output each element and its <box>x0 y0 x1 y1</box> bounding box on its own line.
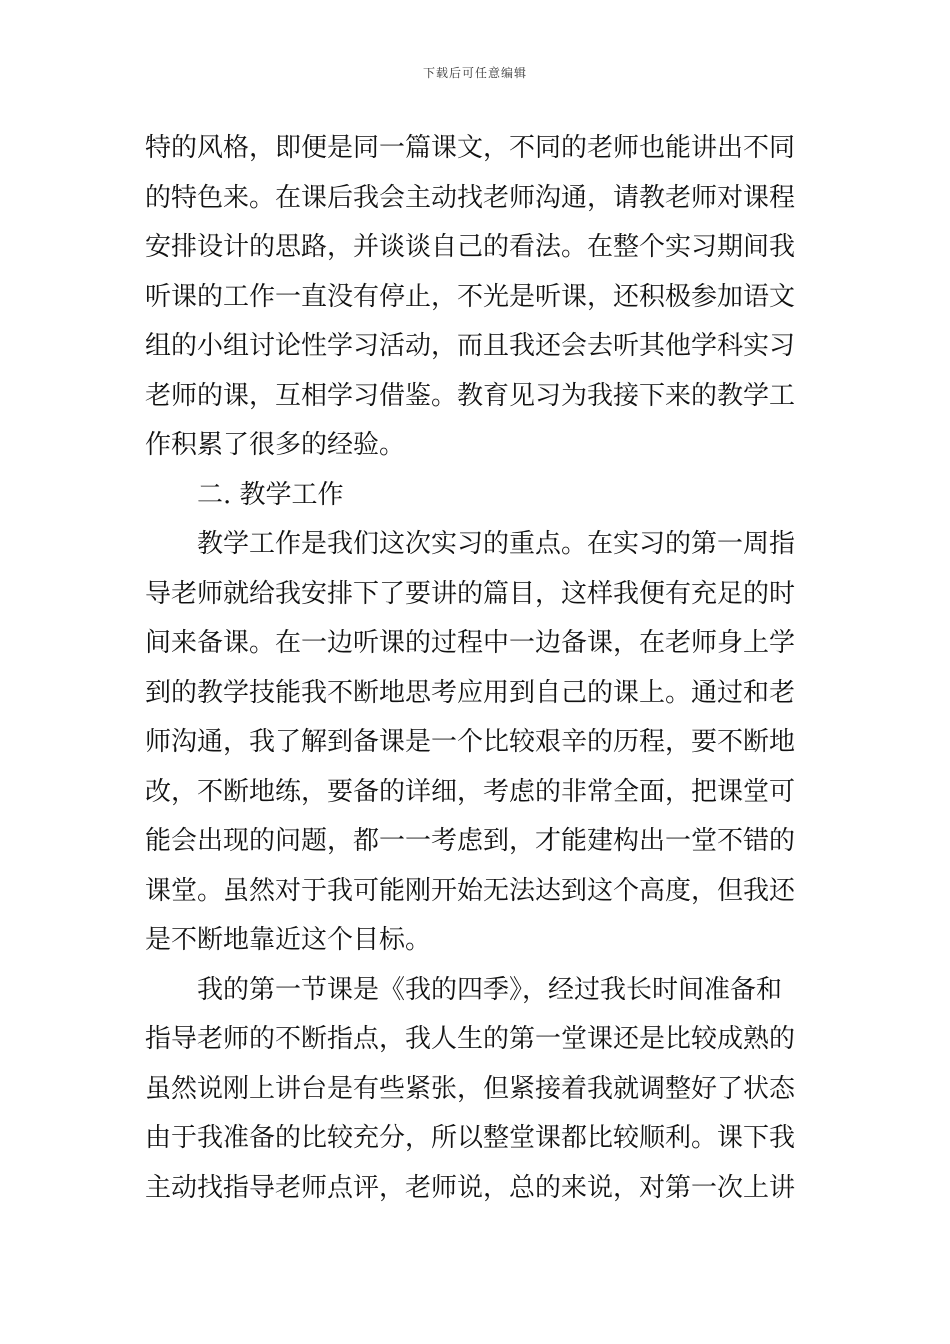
text-line: 教学工作是我们这次实习的重点。在实习的第一周指 <box>197 529 796 559</box>
text-line: 间来备课。在一边听课的过程中一边备课，在老师身上学 <box>145 628 796 658</box>
text-line: 师沟通，我了解到备课是一个比较艰辛的历程，要不断地 <box>145 727 796 757</box>
document-body <box>145 124 815 1213</box>
text-line: 改，不断地练，要备的详细，考虑的非常全面，把课堂可 <box>145 776 796 807</box>
text-line: 能会出现的问题，都一一考虑到，才能建构出一堂不错的 <box>145 826 796 856</box>
text-line: 特的风格，即便是同一篇课文，不同的老师也能讲出不同 <box>145 133 796 163</box>
page-header: 下载后可任意编辑 <box>422 66 527 80</box>
section-heading: 二. 教学工作 <box>197 479 344 510</box>
text-line: 的特色来。在课后我会主动找老师沟通，请教老师对课程 <box>145 182 796 213</box>
text-line: 到的教学技能我不断地思考应用到自己的课上。通过和老 <box>145 677 796 708</box>
text-line: 由于我准备的比较充分，所以整堂课都比较顺利。课下我 <box>145 1123 796 1153</box>
text-line: 课堂。虽然对于我可能刚开始无法达到这个高度，但我还 <box>145 875 796 906</box>
text-line: 我的第一节课是《我的四季》，经过我长时间准备和 <box>197 974 783 1005</box>
text-line: 作积累了很多的经验。 <box>145 430 406 460</box>
text-line: 听课的工作一直没有停止，不光是听课，还积极参加语文 <box>145 281 796 312</box>
text-line: 导老师就给我安排下了要讲的篇目，这样我便有充足的时 <box>145 578 796 609</box>
text-line: 虽然说刚上讲台是有些紧张，但紧接着我就调整好了状态 <box>145 1073 796 1104</box>
text-line: 老师的课，互相学习借鉴。教育见习为我接下来的教学工 <box>145 380 796 411</box>
text-line: 安排设计的思路，并谈谈自己的看法。在整个实习期间我 <box>145 232 796 262</box>
text-line: 指导老师的不断指点，我人生的第一堂课还是比较成熟的 <box>145 1024 796 1054</box>
text-line: 组的小组讨论性学习活动，而且我还会去听其他学科实习 <box>145 331 796 361</box>
text-line: 是不断地靠近这个目标。 <box>145 925 432 955</box>
text-line: 主动找指导老师点评，老师说，总的来说，对第一次上讲 <box>145 1172 796 1203</box>
